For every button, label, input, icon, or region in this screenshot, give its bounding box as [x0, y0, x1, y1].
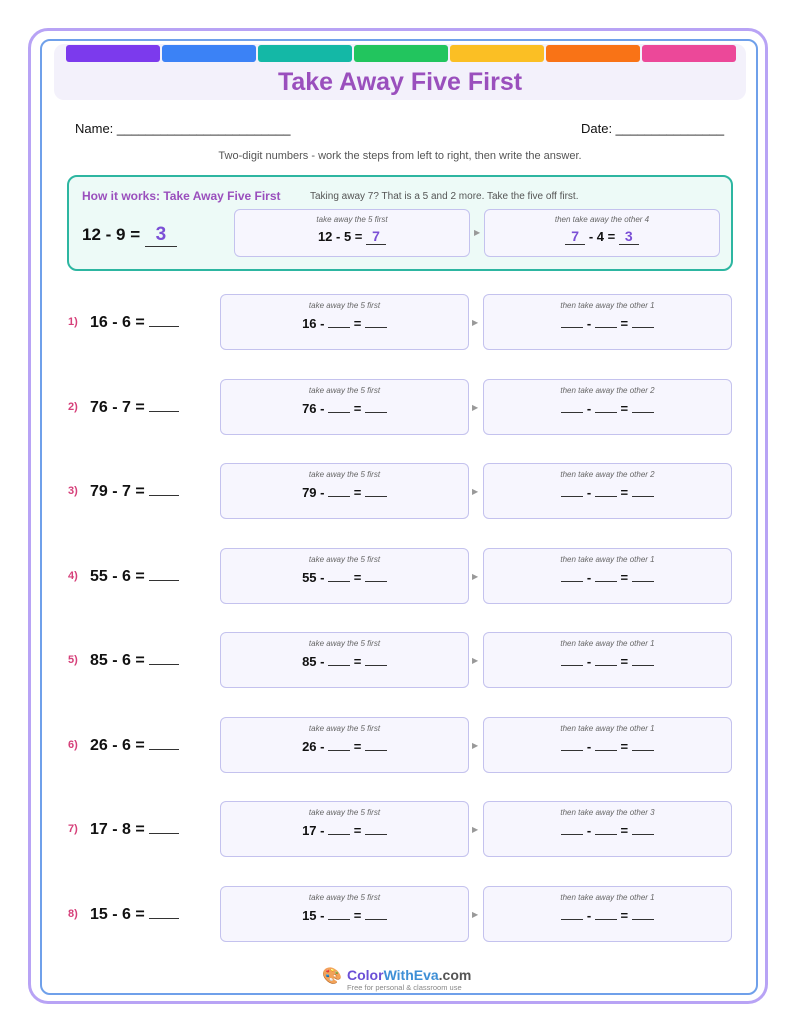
problem-text: 76 - 7 = — [90, 398, 145, 416]
rainbow-segment — [162, 45, 256, 62]
problem-answer-blank[interactable] — [149, 568, 179, 581]
step1-work — [221, 654, 468, 669]
arrow-icon: ▶ — [472, 825, 479, 834]
step1-start: 79 - — [302, 485, 325, 500]
step2-work — [484, 654, 731, 669]
arrow-icon: ▶ — [472, 909, 479, 919]
arrow-icon: ▶ — [472, 740, 479, 750]
step1-start: 15 - — [302, 907, 325, 923]
equals-sign: = — [353, 823, 362, 838]
step2-box — [483, 632, 732, 688]
equals-sign: = — [353, 654, 362, 669]
step1-blank-result[interactable] — [365, 908, 387, 920]
step2-hint: then take away the other 1 — [560, 723, 655, 733]
step2-hint: then take away the other 2 — [560, 385, 655, 395]
rainbow-segment — [450, 45, 544, 62]
step2-blank-result[interactable] — [632, 739, 654, 751]
step2-hint: then take away the other 3 — [560, 808, 655, 817]
equals-sign: = — [620, 907, 629, 923]
step2-blank-subtract[interactable] — [595, 401, 617, 413]
example-problem — [82, 224, 177, 247]
step1-start: 17 - — [302, 823, 325, 838]
problem-equation — [90, 906, 179, 924]
step2-blank-subtract[interactable] — [595, 823, 617, 835]
problem-equation — [90, 652, 179, 670]
example-step1-result: 7 — [366, 228, 386, 245]
problem-equation — [90, 821, 179, 839]
step1-blank-subtract[interactable] — [328, 401, 350, 413]
step2-hint: then take away the other 2 — [560, 470, 655, 479]
step1-box — [220, 379, 469, 435]
arrow-icon: ▶ — [472, 656, 479, 665]
step2-blank-start[interactable] — [561, 401, 583, 413]
step1-start: 16 - — [302, 316, 325, 331]
step2-box — [483, 717, 732, 773]
equals-sign: = — [620, 823, 629, 838]
example-step2-result: 3 — [619, 228, 639, 245]
step2-box — [483, 294, 732, 350]
step2-work — [484, 485, 731, 500]
step1-blank-subtract[interactable] — [328, 316, 350, 328]
example-step2-start: 7 — [565, 228, 585, 245]
problem-answer-blank[interactable] — [149, 399, 179, 412]
step1-box — [220, 632, 469, 688]
step2-blank-result[interactable] — [632, 485, 654, 497]
problem-equation — [90, 314, 179, 332]
step1-blank-subtract[interactable] — [328, 570, 350, 582]
step1-start: 26 - — [302, 738, 325, 754]
equals-sign: = — [353, 400, 362, 416]
step2-box — [483, 548, 732, 604]
step2-blank-subtract[interactable] — [595, 654, 617, 666]
problem-number: 4) — [68, 569, 78, 582]
step1-hint: take away the 5 first — [308, 639, 381, 648]
step2-blank-start[interactable] — [561, 654, 583, 666]
date-field[interactable]: Date: _______________ — [581, 121, 725, 136]
arrow-icon: ▶ — [472, 318, 479, 327]
rainbow-segment — [642, 45, 736, 62]
equals-sign: = — [620, 400, 629, 416]
minus-sign: - — [586, 907, 592, 923]
example-step1-work — [235, 228, 469, 245]
minus-sign: - — [586, 316, 592, 331]
step2-work — [484, 401, 731, 416]
step2-work — [484, 739, 731, 754]
step1-work — [221, 316, 468, 331]
step2-box — [483, 379, 732, 435]
example-step2-box — [484, 209, 720, 257]
equals-sign: = — [620, 316, 629, 331]
step1-blank-result[interactable] — [365, 485, 387, 497]
step1-work — [221, 485, 468, 500]
equals-sign: = — [353, 485, 362, 500]
step2-blank-result[interactable] — [632, 823, 654, 835]
step1-box — [220, 886, 469, 942]
example-step1-box — [234, 209, 470, 257]
step1-box — [220, 717, 469, 773]
footer-tagline: Free for personal & classroom use — [347, 983, 462, 992]
step2-blank-result[interactable] — [632, 316, 654, 328]
page-title: Take Away Five First — [277, 68, 523, 96]
problem-number: 8) — [68, 907, 78, 920]
problem-text: 16 - 6 = — [90, 314, 145, 331]
example-answer: 3 — [145, 224, 177, 247]
step1-blank-subtract[interactable] — [328, 739, 350, 751]
step1-box — [220, 548, 469, 604]
step1-work — [221, 908, 468, 923]
step1-work — [221, 401, 468, 416]
step2-hint: then take away the other 1 — [560, 892, 655, 902]
example-step2-hint: then take away the other 4 — [554, 215, 650, 224]
step2-blank-start[interactable] — [561, 316, 583, 328]
step1-blank-result[interactable] — [365, 401, 387, 413]
step2-box — [483, 463, 732, 519]
step2-blank-result[interactable] — [632, 654, 654, 666]
step1-box — [220, 801, 469, 857]
problem-number: 7) — [68, 823, 78, 835]
problem-answer-blank[interactable] — [149, 314, 179, 327]
arrow-icon: ▶ — [472, 402, 479, 412]
minus-sign: - — [586, 823, 592, 838]
step1-blank-subtract[interactable] — [328, 908, 350, 920]
step1-blank-result[interactable] — [365, 823, 387, 835]
step1-hint: take away the 5 first — [308, 892, 381, 902]
problem-text: 17 - 8 = — [90, 821, 145, 838]
equals-sign: = — [353, 316, 362, 331]
example-panel — [67, 175, 733, 271]
problem-text: 26 - 6 = — [90, 736, 145, 754]
step2-blank-start[interactable] — [561, 908, 583, 920]
step1-blank-result[interactable] — [365, 654, 387, 666]
problem-number: 2) — [68, 400, 78, 413]
step2-work — [484, 316, 731, 331]
step2-blank-start[interactable] — [561, 570, 583, 582]
problem-number: 1) — [68, 316, 78, 328]
equals-sign: = — [620, 654, 629, 669]
step2-blank-subtract[interactable] — [595, 570, 617, 582]
step1-hint: take away the 5 first — [308, 808, 381, 817]
step2-work — [484, 823, 731, 838]
problem-number: 5) — [68, 654, 78, 666]
example-arrow-icon: ▶ — [474, 228, 481, 237]
problem-equation — [90, 483, 179, 501]
step1-start: 55 - — [302, 569, 325, 585]
step1-work — [221, 570, 468, 585]
step2-blank-result[interactable] — [632, 401, 654, 413]
minus-sign: - — [586, 569, 592, 585]
minus-sign: - — [586, 400, 592, 416]
instructions: Two-digit numbers - work the steps from left to right, then write the answer. — [218, 150, 582, 162]
example-step2-work — [485, 228, 719, 245]
step1-hint: take away the 5 first — [308, 554, 381, 564]
problem-text: 85 - 6 = — [90, 652, 145, 669]
step2-box — [483, 801, 732, 857]
step1-box — [220, 463, 469, 519]
example-step1-hint: take away the 5 first — [316, 215, 388, 224]
step1-blank-result[interactable] — [365, 570, 387, 582]
step2-blank-start[interactable] — [561, 485, 583, 497]
problem-equation — [90, 737, 179, 755]
step2-blank-start[interactable] — [561, 739, 583, 751]
step2-blank-start[interactable] — [561, 823, 583, 835]
rainbow-segment — [258, 45, 352, 62]
rainbow-stripe — [66, 45, 736, 62]
problem-text: 79 - 7 = — [90, 483, 145, 500]
example-problem-text: 12 - 9 = — [82, 225, 141, 244]
problem-answer-blank[interactable] — [149, 821, 179, 834]
step1-blank-result[interactable] — [365, 739, 387, 751]
rainbow-segment — [546, 45, 640, 62]
step1-start: 85 - — [302, 654, 325, 669]
step2-blank-result[interactable] — [632, 570, 654, 582]
problem-text: 15 - 6 = — [90, 905, 145, 923]
minus-sign: - — [586, 654, 592, 669]
problem-text: 55 - 6 = — [90, 567, 145, 585]
step1-blank-subtract[interactable] — [328, 485, 350, 497]
example-step2-mid: - 4 = — [588, 229, 616, 244]
problem-answer-blank[interactable] — [149, 483, 179, 496]
equals-sign: = — [620, 569, 629, 585]
step1-hint: take away the 5 first — [308, 723, 381, 733]
step1-work — [221, 739, 468, 754]
equals-sign: = — [620, 485, 629, 500]
step1-hint: take away the 5 first — [308, 385, 381, 395]
equals-sign: = — [620, 738, 629, 754]
problem-equation — [90, 568, 179, 586]
step2-blank-subtract[interactable] — [595, 908, 617, 920]
step1-start: 76 - — [302, 400, 325, 416]
step1-hint: take away the 5 first — [308, 301, 381, 310]
step2-hint: then take away the other 1 — [560, 301, 655, 310]
step2-blank-subtract[interactable] — [595, 739, 617, 751]
step1-blank-subtract[interactable] — [328, 823, 350, 835]
equals-sign: = — [353, 569, 362, 585]
arrow-icon: ▶ — [472, 571, 479, 581]
step1-blank-subtract[interactable] — [328, 654, 350, 666]
rainbow-segment — [66, 45, 160, 62]
step2-box — [483, 886, 732, 942]
example-heading: How it works: Take Away Five First — [82, 189, 281, 203]
equals-sign: = — [353, 738, 362, 754]
equals-sign: = — [353, 907, 362, 923]
step2-hint: then take away the other 1 — [560, 554, 655, 564]
footer-brand: ColorWithEva.com — [347, 967, 472, 983]
name-field[interactable]: Name: ________________________ — [75, 121, 291, 136]
minus-sign: - — [586, 485, 592, 500]
step2-blank-subtract[interactable] — [595, 316, 617, 328]
step1-blank-result[interactable] — [365, 316, 387, 328]
rainbow-segment — [354, 45, 448, 62]
example-step1-expr: 12 - 5 = — [317, 229, 363, 244]
step2-hint: then take away the other 1 — [560, 639, 655, 648]
problem-answer-blank[interactable] — [149, 652, 179, 665]
problem-equation — [90, 399, 179, 417]
problem-answer-blank[interactable] — [149, 906, 179, 919]
step1-box — [220, 294, 469, 350]
arrow-icon: ▶ — [472, 487, 479, 496]
problem-number: 3) — [68, 485, 78, 497]
problem-number: 6) — [68, 738, 78, 751]
example-note: Taking away 7? That is a 5 and 2 more. Take the five off first. — [310, 191, 579, 202]
step2-blank-subtract[interactable] — [595, 485, 617, 497]
step1-work — [221, 823, 468, 838]
step2-work — [484, 570, 731, 585]
minus-sign: - — [586, 738, 592, 754]
step1-hint: take away the 5 first — [308, 470, 381, 479]
step2-work — [484, 908, 731, 923]
problem-answer-blank[interactable] — [149, 737, 179, 750]
step2-blank-result[interactable] — [632, 908, 654, 920]
palette-logo-icon: 🎨 — [322, 968, 342, 985]
